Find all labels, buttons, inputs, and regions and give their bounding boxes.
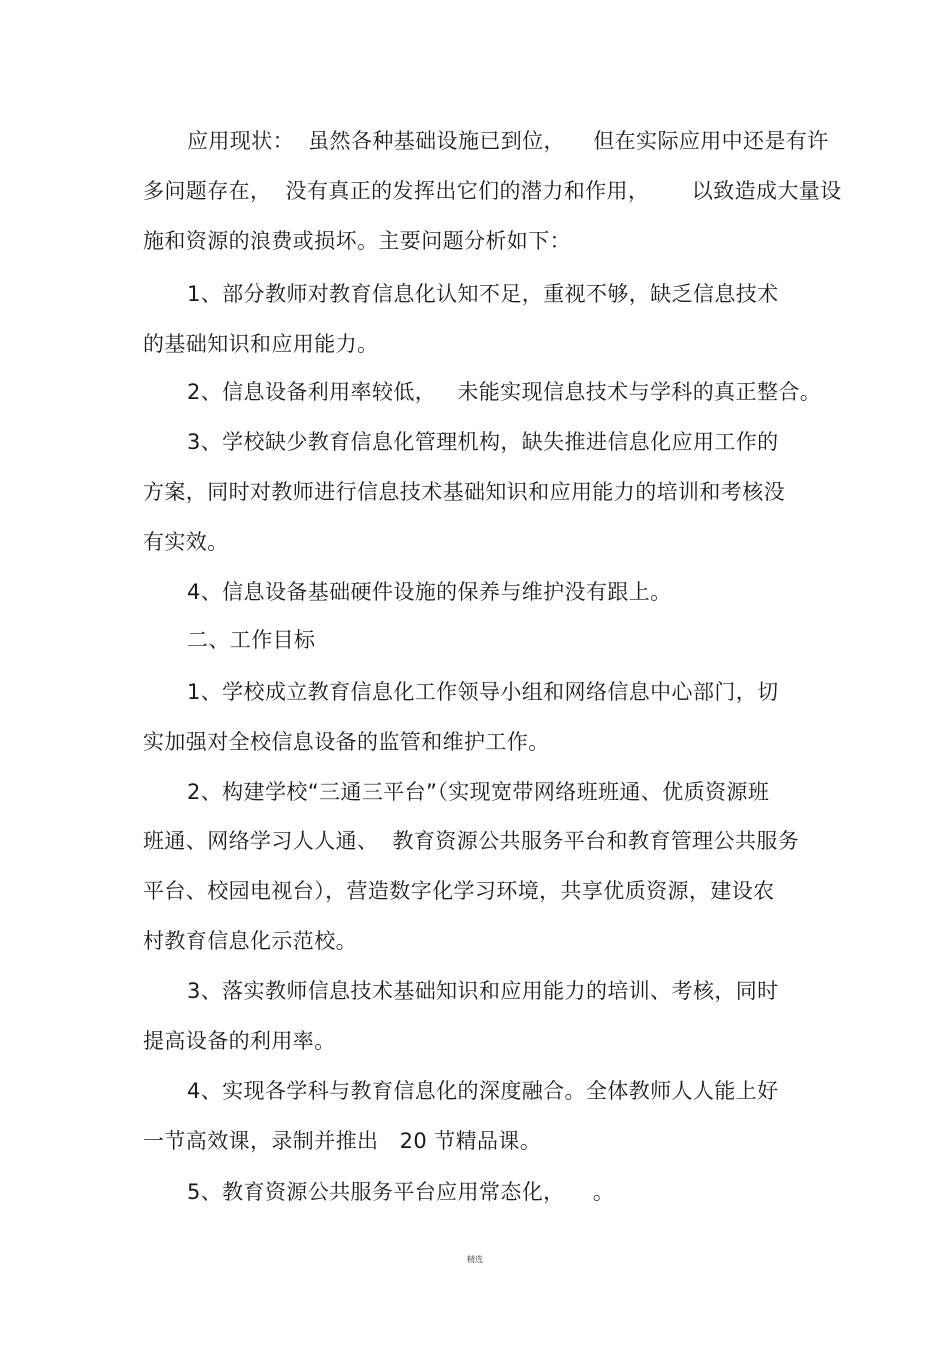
paragraph-line: 施和资源的浪费或损坏。主要问题分析如下： xyxy=(143,229,571,253)
paragraph-line: 4、信息设备基础硬件设施的保养与维护没有跟上。 xyxy=(187,580,672,604)
paragraph-line: 2、信息设备利用率较低， 未能实现信息技术与学科的真正整合。 xyxy=(187,380,822,404)
paragraph-line: 3、落实教师信息技术基础知识和应用能力的培训、考核，同时 xyxy=(187,979,779,1003)
paragraph-line: 的基础知识和应用能力。 xyxy=(143,332,379,356)
paragraph-line: 方案，同时对教师进行信息技术基础知识和应用能力的培训和考核没 xyxy=(143,480,785,504)
page-footer: 精选 xyxy=(467,1255,483,1264)
paragraph-line: 提高设备的利用率。 xyxy=(143,1029,336,1053)
paragraph-line: 班通、网络学习人人通、 教育资源公共服务平台和教育管理公共服务 xyxy=(143,829,800,853)
paragraph-line: 村教育信息化示范校。 xyxy=(143,929,357,953)
paragraph-line: 2、构建学校“三通三平台”（实现宽带网络班班通、优质资源班 xyxy=(187,780,770,804)
section-heading: 二、工作目标 xyxy=(187,628,316,652)
paragraph-line: 应用现状： 虽然各种基础设施已到位， 但在实际应用中还是有许 xyxy=(187,129,829,153)
paragraph-line: 多问题存在， 没有真正的发挥出它们的潜力和作用， 以致造成大量设 xyxy=(143,179,842,203)
paragraph-line: 1、学校成立教育信息化工作领导小组和网络信息中心部门，切 xyxy=(187,680,779,704)
paragraph-line: 5、教育资源公共服务平台应用常态化， 。 xyxy=(187,1180,615,1204)
paragraph-line: 平台、校园电视台），营造数字化学习环境，共享优质资源，建设农 xyxy=(143,879,775,903)
paragraph-line: 实加强对全校信息设备的监管和维护工作。 xyxy=(143,730,550,754)
paragraph-line: 3、学校缺少教育信息化管理机构，缺失推进信息化应用工作的 xyxy=(187,430,779,454)
paragraph-line: 1、部分教师对教育信息化认知不足，重视不够，缺乏信息技术 xyxy=(187,282,779,306)
paragraph-line: 一节高效课，录制并推出 20 节精品课。 xyxy=(143,1129,542,1153)
paragraph-line: 有实效。 xyxy=(143,530,229,554)
paragraph-line: 4、实现各学科与教育信息化的深度融合。全体教师人人能上好 xyxy=(187,1079,779,1103)
